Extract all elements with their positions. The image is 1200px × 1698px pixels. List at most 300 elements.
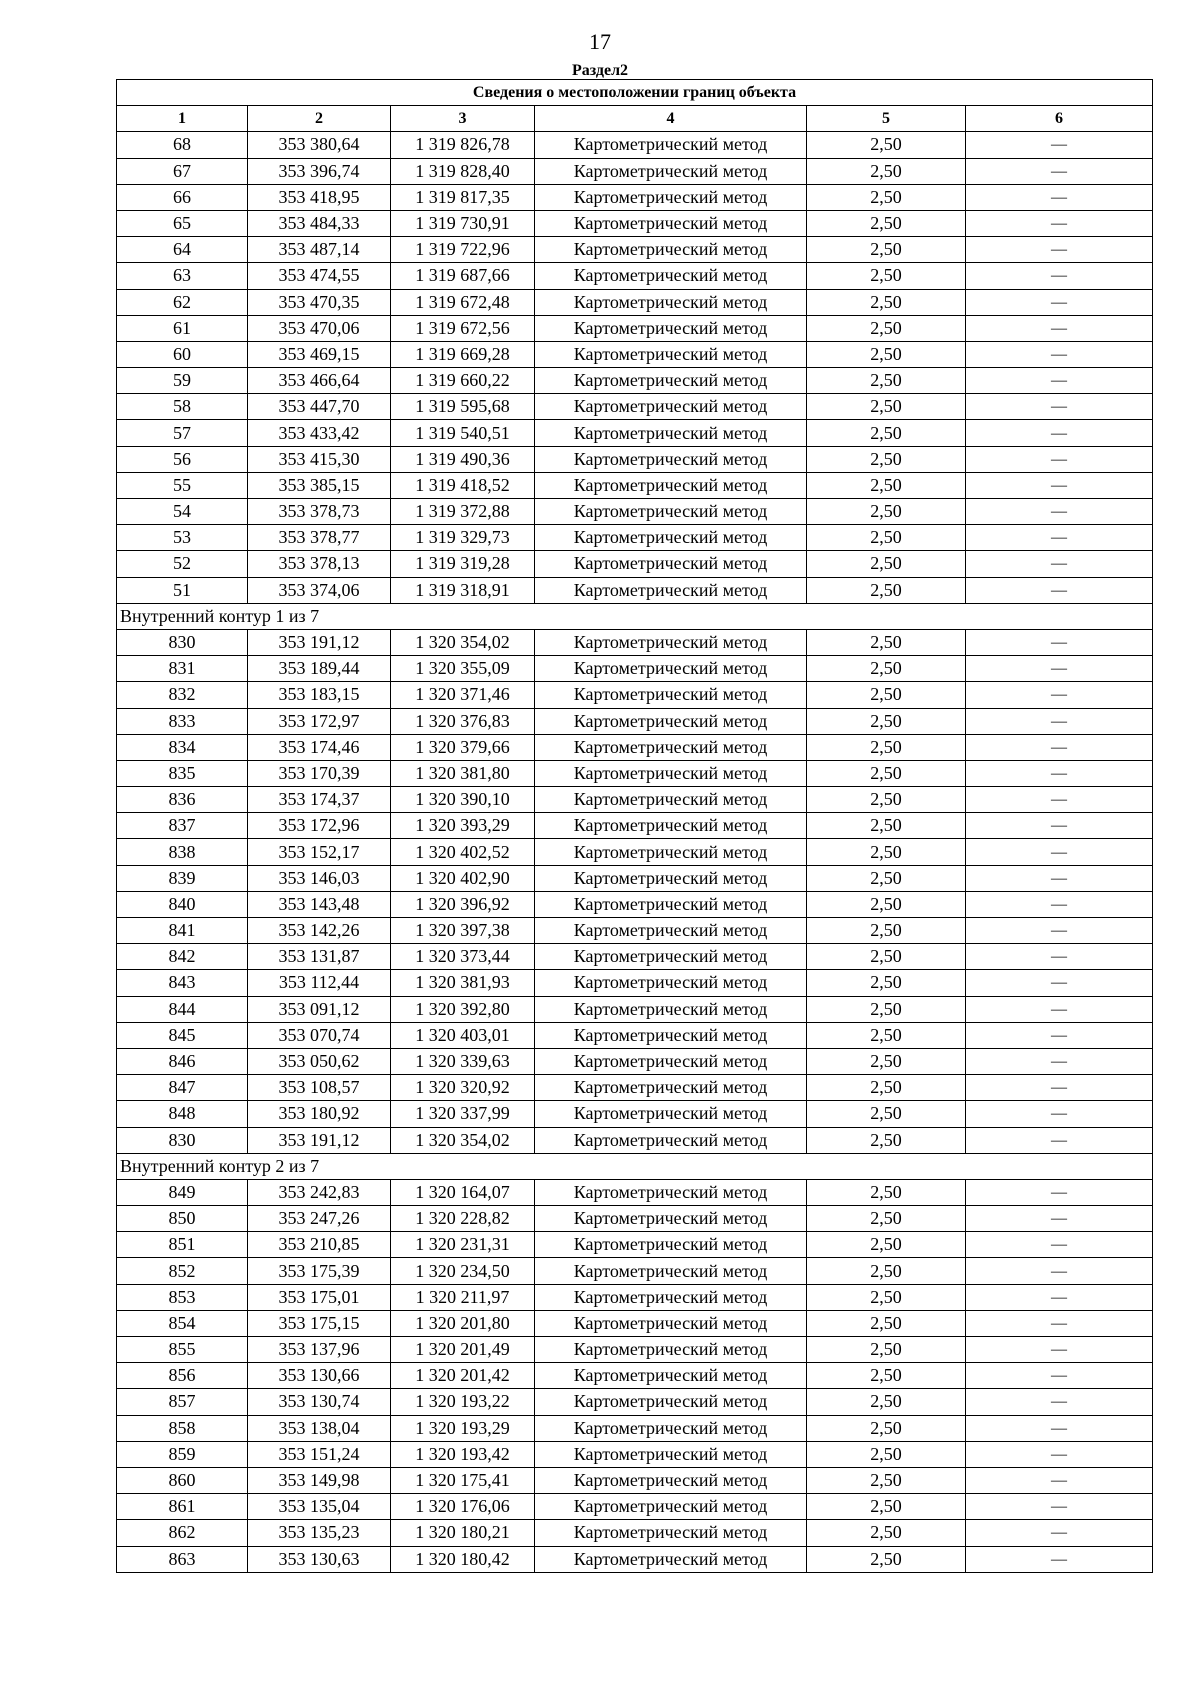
column-header-6: 6 xyxy=(966,106,1153,132)
x-coordinate-cell: 353 385,15 xyxy=(248,472,391,498)
table-row xyxy=(117,263,1153,289)
point-number-cell: 851 xyxy=(117,1232,248,1258)
accuracy-cell: 2,50 xyxy=(807,734,966,760)
x-coordinate-cell: 353 070,74 xyxy=(248,1022,391,1048)
table-row xyxy=(117,446,1153,472)
point-number-cell: 58 xyxy=(117,394,248,420)
table-row xyxy=(117,1467,1153,1493)
y-coordinate-cell: 1 319 687,66 xyxy=(391,263,535,289)
x-coordinate-cell: 353 174,37 xyxy=(248,787,391,813)
method-cell: Картометрический метод xyxy=(535,1310,807,1336)
y-coordinate-cell: 1 320 371,46 xyxy=(391,682,535,708)
y-coordinate-cell: 1 319 329,73 xyxy=(391,525,535,551)
description-cell: — xyxy=(966,341,1153,367)
method-cell: Картометрический метод xyxy=(535,315,807,341)
y-coordinate-cell: 1 320 402,52 xyxy=(391,839,535,865)
table-row xyxy=(117,865,1153,891)
table-row xyxy=(117,1363,1153,1389)
table-row xyxy=(117,1206,1153,1232)
x-coordinate-cell: 353 135,23 xyxy=(248,1520,391,1546)
x-coordinate-cell: 353 418,95 xyxy=(248,184,391,210)
method-cell: Картометрический метод xyxy=(535,132,807,158)
point-number-cell: 55 xyxy=(117,472,248,498)
accuracy-cell: 2,50 xyxy=(807,891,966,917)
method-cell: Картометрический метод xyxy=(535,210,807,236)
y-coordinate-cell: 1 320 234,50 xyxy=(391,1258,535,1284)
description-cell: — xyxy=(966,760,1153,786)
point-number-cell: 863 xyxy=(117,1546,248,1572)
x-coordinate-cell: 353 174,46 xyxy=(248,734,391,760)
table-row xyxy=(117,813,1153,839)
y-coordinate-cell: 1 319 595,68 xyxy=(391,394,535,420)
description-cell: — xyxy=(966,1048,1153,1074)
accuracy-cell: 2,50 xyxy=(807,577,966,603)
description-cell: — xyxy=(966,1022,1153,1048)
x-coordinate-cell: 353 091,12 xyxy=(248,996,391,1022)
table-row xyxy=(117,1048,1153,1074)
description-cell: — xyxy=(966,263,1153,289)
y-coordinate-cell: 1 319 372,88 xyxy=(391,499,535,525)
point-number-cell: 832 xyxy=(117,682,248,708)
point-number-cell: 861 xyxy=(117,1494,248,1520)
accuracy-cell: 2,50 xyxy=(807,1284,966,1310)
y-coordinate-cell: 1 320 392,80 xyxy=(391,996,535,1022)
y-coordinate-cell: 1 320 231,31 xyxy=(391,1232,535,1258)
y-coordinate-cell: 1 320 403,01 xyxy=(391,1022,535,1048)
y-coordinate-cell: 1 320 393,29 xyxy=(391,813,535,839)
y-coordinate-cell: 1 319 722,96 xyxy=(391,237,535,263)
description-cell: — xyxy=(966,656,1153,682)
x-coordinate-cell: 353 380,64 xyxy=(248,132,391,158)
method-cell: Картометрический метод xyxy=(535,577,807,603)
table-row xyxy=(117,734,1153,760)
method-cell: Картометрический метод xyxy=(535,1075,807,1101)
y-coordinate-cell: 1 320 373,44 xyxy=(391,944,535,970)
description-cell: — xyxy=(966,1363,1153,1389)
accuracy-cell: 2,50 xyxy=(807,368,966,394)
table-row xyxy=(117,1415,1153,1441)
x-coordinate-cell: 353 484,33 xyxy=(248,210,391,236)
accuracy-cell: 2,50 xyxy=(807,1048,966,1074)
x-coordinate-cell: 353 135,04 xyxy=(248,1494,391,1520)
point-number-cell: 857 xyxy=(117,1389,248,1415)
x-coordinate-cell: 353 469,15 xyxy=(248,341,391,367)
table-row xyxy=(117,656,1153,682)
table-row xyxy=(117,158,1153,184)
table-row xyxy=(117,472,1153,498)
description-cell: — xyxy=(966,682,1153,708)
description-cell: — xyxy=(966,1467,1153,1493)
description-cell: — xyxy=(966,577,1153,603)
accuracy-cell: 2,50 xyxy=(807,944,966,970)
x-coordinate-cell: 353 396,74 xyxy=(248,158,391,184)
x-coordinate-cell: 353 130,63 xyxy=(248,1546,391,1572)
point-number-cell: 52 xyxy=(117,551,248,577)
accuracy-cell: 2,50 xyxy=(807,158,966,184)
accuracy-cell: 2,50 xyxy=(807,970,966,996)
method-cell: Картометрический метод xyxy=(535,656,807,682)
column-number-row xyxy=(117,106,1153,132)
point-number-cell: 833 xyxy=(117,708,248,734)
description-cell: — xyxy=(966,1337,1153,1363)
point-number-cell: 842 xyxy=(117,944,248,970)
description-cell: — xyxy=(966,918,1153,944)
table-row xyxy=(117,787,1153,813)
y-coordinate-cell: 1 320 397,38 xyxy=(391,918,535,944)
accuracy-cell: 2,50 xyxy=(807,1075,966,1101)
accuracy-cell: 2,50 xyxy=(807,629,966,655)
description-cell: — xyxy=(966,551,1153,577)
point-number-cell: 853 xyxy=(117,1284,248,1310)
accuracy-cell: 2,50 xyxy=(807,787,966,813)
y-coordinate-cell: 1 320 339,63 xyxy=(391,1048,535,1074)
method-cell: Картометрический метод xyxy=(535,1520,807,1546)
point-number-cell: 834 xyxy=(117,734,248,760)
method-cell: Картометрический метод xyxy=(535,394,807,420)
method-cell: Картометрический метод xyxy=(535,289,807,315)
y-coordinate-cell: 1 320 164,07 xyxy=(391,1179,535,1205)
point-number-cell: 63 xyxy=(117,263,248,289)
description-cell: — xyxy=(966,394,1153,420)
method-cell: Картометрический метод xyxy=(535,865,807,891)
accuracy-cell: 2,50 xyxy=(807,132,966,158)
method-cell: Картометрический метод xyxy=(535,813,807,839)
accuracy-cell: 2,50 xyxy=(807,420,966,446)
table-row xyxy=(117,1441,1153,1467)
description-cell: — xyxy=(966,1232,1153,1258)
x-coordinate-cell: 353 175,15 xyxy=(248,1310,391,1336)
y-coordinate-cell: 1 319 490,36 xyxy=(391,446,535,472)
method-cell: Картометрический метод xyxy=(535,1337,807,1363)
description-cell: — xyxy=(966,1101,1153,1127)
accuracy-cell: 2,50 xyxy=(807,1415,966,1441)
point-number-cell: 838 xyxy=(117,839,248,865)
accuracy-cell: 2,50 xyxy=(807,341,966,367)
table-row xyxy=(117,944,1153,970)
x-coordinate-cell: 353 172,97 xyxy=(248,708,391,734)
x-coordinate-cell: 353 191,12 xyxy=(248,1127,391,1153)
table-row xyxy=(117,237,1153,263)
table-row xyxy=(117,996,1153,1022)
x-coordinate-cell: 353 050,62 xyxy=(248,1048,391,1074)
description-cell: — xyxy=(966,132,1153,158)
description-cell: — xyxy=(966,1179,1153,1205)
table-row xyxy=(117,210,1153,236)
point-number-cell: 62 xyxy=(117,289,248,315)
accuracy-cell: 2,50 xyxy=(807,446,966,472)
method-cell: Картометрический метод xyxy=(535,1546,807,1572)
point-number-cell: 846 xyxy=(117,1048,248,1074)
point-number-cell: 61 xyxy=(117,315,248,341)
x-coordinate-cell: 353 138,04 xyxy=(248,1415,391,1441)
section-title: Раздел2 xyxy=(571,62,629,79)
accuracy-cell: 2,50 xyxy=(807,865,966,891)
method-cell: Картометрический метод xyxy=(535,944,807,970)
y-coordinate-cell: 1 320 355,09 xyxy=(391,656,535,682)
method-cell: Картометрический метод xyxy=(535,1206,807,1232)
accuracy-cell: 2,50 xyxy=(807,1310,966,1336)
x-coordinate-cell: 353 470,35 xyxy=(248,289,391,315)
accuracy-cell: 2,50 xyxy=(807,525,966,551)
contour-label: Внутренний контур 2 из 7 xyxy=(117,1153,1153,1179)
table-row xyxy=(117,1520,1153,1546)
y-coordinate-cell: 1 319 828,40 xyxy=(391,158,535,184)
accuracy-cell: 2,50 xyxy=(807,682,966,708)
y-coordinate-cell: 1 320 193,22 xyxy=(391,1389,535,1415)
y-coordinate-cell: 1 320 354,02 xyxy=(391,629,535,655)
point-number-cell: 862 xyxy=(117,1520,248,1546)
table-row xyxy=(117,891,1153,917)
accuracy-cell: 2,50 xyxy=(807,184,966,210)
description-cell: — xyxy=(966,1075,1153,1101)
method-cell: Картометрический метод xyxy=(535,1232,807,1258)
table-row xyxy=(117,1075,1153,1101)
method-cell: Картометрический метод xyxy=(535,891,807,917)
table-row xyxy=(117,1310,1153,1336)
description-cell: — xyxy=(966,368,1153,394)
x-coordinate-cell: 353 487,14 xyxy=(248,237,391,263)
point-number-cell: 839 xyxy=(117,865,248,891)
method-cell: Картометрический метод xyxy=(535,918,807,944)
description-cell: — xyxy=(966,472,1153,498)
method-cell: Картометрический метод xyxy=(535,708,807,734)
description-cell: — xyxy=(966,1310,1153,1336)
column-header-5: 5 xyxy=(807,106,966,132)
method-cell: Картометрический метод xyxy=(535,839,807,865)
x-coordinate-cell: 353 131,87 xyxy=(248,944,391,970)
method-cell: Картометрический метод xyxy=(535,1258,807,1284)
accuracy-cell: 2,50 xyxy=(807,1179,966,1205)
method-cell: Картометрический метод xyxy=(535,368,807,394)
accuracy-cell: 2,50 xyxy=(807,1389,966,1415)
accuracy-cell: 2,50 xyxy=(807,1258,966,1284)
accuracy-cell: 2,50 xyxy=(807,656,966,682)
point-number-cell: 840 xyxy=(117,891,248,917)
accuracy-cell: 2,50 xyxy=(807,1494,966,1520)
contour-label: Внутренний контур 1 из 7 xyxy=(117,603,1153,629)
y-coordinate-cell: 1 320 320,92 xyxy=(391,1075,535,1101)
description-cell: — xyxy=(966,446,1153,472)
method-cell: Картометрический метод xyxy=(535,629,807,655)
x-coordinate-cell: 353 378,13 xyxy=(248,551,391,577)
accuracy-cell: 2,50 xyxy=(807,1520,966,1546)
description-cell: — xyxy=(966,1258,1153,1284)
table-row xyxy=(117,629,1153,655)
y-coordinate-cell: 1 320 402,90 xyxy=(391,865,535,891)
table-row xyxy=(117,682,1153,708)
accuracy-cell: 2,50 xyxy=(807,996,966,1022)
description-cell: — xyxy=(966,708,1153,734)
x-coordinate-cell: 353 447,70 xyxy=(248,394,391,420)
accuracy-cell: 2,50 xyxy=(807,708,966,734)
point-number-cell: 66 xyxy=(117,184,248,210)
method-cell: Картометрический метод xyxy=(535,472,807,498)
description-cell: — xyxy=(966,184,1153,210)
point-number-cell: 854 xyxy=(117,1310,248,1336)
y-coordinate-cell: 1 320 228,82 xyxy=(391,1206,535,1232)
y-coordinate-cell: 1 319 318,91 xyxy=(391,577,535,603)
point-number-cell: 57 xyxy=(117,420,248,446)
accuracy-cell: 2,50 xyxy=(807,394,966,420)
x-coordinate-cell: 353 142,26 xyxy=(248,918,391,944)
y-coordinate-cell: 1 319 730,91 xyxy=(391,210,535,236)
x-coordinate-cell: 353 466,64 xyxy=(248,368,391,394)
x-coordinate-cell: 353 242,83 xyxy=(248,1179,391,1205)
y-coordinate-cell: 1 319 319,28 xyxy=(391,551,535,577)
table-row xyxy=(117,368,1153,394)
y-coordinate-cell: 1 320 201,42 xyxy=(391,1363,535,1389)
table-row xyxy=(117,184,1153,210)
accuracy-cell: 2,50 xyxy=(807,1101,966,1127)
description-cell: — xyxy=(966,289,1153,315)
description-cell: — xyxy=(966,629,1153,655)
accuracy-cell: 2,50 xyxy=(807,1337,966,1363)
table-row xyxy=(117,132,1153,158)
accuracy-cell: 2,50 xyxy=(807,472,966,498)
description-cell: — xyxy=(966,525,1153,551)
method-cell: Картометрический метод xyxy=(535,1101,807,1127)
accuracy-cell: 2,50 xyxy=(807,813,966,839)
table-row xyxy=(117,1389,1153,1415)
description-cell: — xyxy=(966,210,1153,236)
accuracy-cell: 2,50 xyxy=(807,263,966,289)
accuracy-cell: 2,50 xyxy=(807,237,966,263)
description-cell: — xyxy=(966,1520,1153,1546)
column-header-3: 3 xyxy=(391,106,535,132)
point-number-cell: 836 xyxy=(117,787,248,813)
table-header xyxy=(117,80,1153,132)
accuracy-cell: 2,50 xyxy=(807,1206,966,1232)
x-coordinate-cell: 353 130,74 xyxy=(248,1389,391,1415)
accuracy-cell: 2,50 xyxy=(807,315,966,341)
point-number-cell: 51 xyxy=(117,577,248,603)
point-number-cell: 859 xyxy=(117,1441,248,1467)
table-caption: Сведения о местоположении границ объекта xyxy=(117,80,1153,106)
point-number-cell: 845 xyxy=(117,1022,248,1048)
table-row xyxy=(117,1258,1153,1284)
y-coordinate-cell: 1 320 376,83 xyxy=(391,708,535,734)
description-cell: — xyxy=(966,813,1153,839)
y-coordinate-cell: 1 320 175,41 xyxy=(391,1467,535,1493)
y-coordinate-cell: 1 319 660,22 xyxy=(391,368,535,394)
method-cell: Картометрический метод xyxy=(535,1284,807,1310)
contour-header-row xyxy=(117,603,1153,629)
method-cell: Картометрический метод xyxy=(535,525,807,551)
description-cell: — xyxy=(966,1441,1153,1467)
table-row xyxy=(117,1232,1153,1258)
accuracy-cell: 2,50 xyxy=(807,289,966,315)
point-number-cell: 56 xyxy=(117,446,248,472)
description-cell: — xyxy=(966,1389,1153,1415)
x-coordinate-cell: 353 183,15 xyxy=(248,682,391,708)
description-cell: — xyxy=(966,158,1153,184)
table-row xyxy=(117,1022,1153,1048)
method-cell: Картометрический метод xyxy=(535,184,807,210)
point-number-cell: 59 xyxy=(117,368,248,394)
point-number-cell: 844 xyxy=(117,996,248,1022)
accuracy-cell: 2,50 xyxy=(807,499,966,525)
point-number-cell: 68 xyxy=(117,132,248,158)
table-row xyxy=(117,499,1153,525)
description-cell: — xyxy=(966,944,1153,970)
y-coordinate-cell: 1 320 180,21 xyxy=(391,1520,535,1546)
accuracy-cell: 2,50 xyxy=(807,1022,966,1048)
description-cell: — xyxy=(966,1127,1153,1153)
table-row xyxy=(117,1337,1153,1363)
accuracy-cell: 2,50 xyxy=(807,760,966,786)
description-cell: — xyxy=(966,1546,1153,1572)
y-coordinate-cell: 1 320 201,49 xyxy=(391,1337,535,1363)
method-cell: Картометрический метод xyxy=(535,158,807,184)
y-coordinate-cell: 1 320 390,10 xyxy=(391,787,535,813)
method-cell: Картометрический метод xyxy=(535,341,807,367)
method-cell: Картометрический метод xyxy=(535,551,807,577)
table-body xyxy=(117,132,1153,1572)
method-cell: Картометрический метод xyxy=(535,1022,807,1048)
x-coordinate-cell: 353 378,73 xyxy=(248,499,391,525)
y-coordinate-cell: 1 319 669,28 xyxy=(391,341,535,367)
table-row xyxy=(117,839,1153,865)
y-coordinate-cell: 1 320 211,97 xyxy=(391,1284,535,1310)
point-number-cell: 848 xyxy=(117,1101,248,1127)
method-cell: Картометрический метод xyxy=(535,734,807,760)
point-number-cell: 835 xyxy=(117,760,248,786)
description-cell: — xyxy=(966,970,1153,996)
description-cell: — xyxy=(966,839,1153,865)
y-coordinate-cell: 1 319 672,48 xyxy=(391,289,535,315)
table-row xyxy=(117,1284,1153,1310)
x-coordinate-cell: 353 433,42 xyxy=(248,420,391,446)
method-cell: Картометрический метод xyxy=(535,1179,807,1205)
method-cell: Картометрический метод xyxy=(535,970,807,996)
point-number-cell: 830 xyxy=(117,1127,248,1153)
point-number-cell: 60 xyxy=(117,341,248,367)
method-cell: Картометрический метод xyxy=(535,1127,807,1153)
x-coordinate-cell: 353 149,98 xyxy=(248,1467,391,1493)
method-cell: Картометрический метод xyxy=(535,787,807,813)
method-cell: Картометрический метод xyxy=(535,420,807,446)
method-cell: Картометрический метод xyxy=(535,682,807,708)
method-cell: Картометрический метод xyxy=(535,1494,807,1520)
point-number-cell: 860 xyxy=(117,1467,248,1493)
accuracy-cell: 2,50 xyxy=(807,1441,966,1467)
point-number-cell: 849 xyxy=(117,1179,248,1205)
x-coordinate-cell: 353 247,26 xyxy=(248,1206,391,1232)
y-coordinate-cell: 1 320 193,29 xyxy=(391,1415,535,1441)
y-coordinate-cell: 1 320 193,42 xyxy=(391,1441,535,1467)
point-number-cell: 830 xyxy=(117,629,248,655)
description-cell: — xyxy=(966,734,1153,760)
point-number-cell: 855 xyxy=(117,1337,248,1363)
table-row xyxy=(117,525,1153,551)
x-coordinate-cell: 353 378,77 xyxy=(248,525,391,551)
method-cell: Картометрический метод xyxy=(535,1415,807,1441)
table-row xyxy=(117,341,1153,367)
description-cell: — xyxy=(966,1206,1153,1232)
x-coordinate-cell: 353 470,06 xyxy=(248,315,391,341)
page-number: 17 xyxy=(589,29,611,54)
table-row xyxy=(117,1127,1153,1153)
point-number-cell: 64 xyxy=(117,237,248,263)
table-row xyxy=(117,1494,1153,1520)
y-coordinate-cell: 1 320 337,99 xyxy=(391,1101,535,1127)
method-cell: Картометрический метод xyxy=(535,1048,807,1074)
accuracy-cell: 2,50 xyxy=(807,839,966,865)
y-coordinate-cell: 1 320 176,06 xyxy=(391,1494,535,1520)
table-row xyxy=(117,760,1153,786)
table-row xyxy=(117,1101,1153,1127)
contour-header-row xyxy=(117,1153,1153,1179)
